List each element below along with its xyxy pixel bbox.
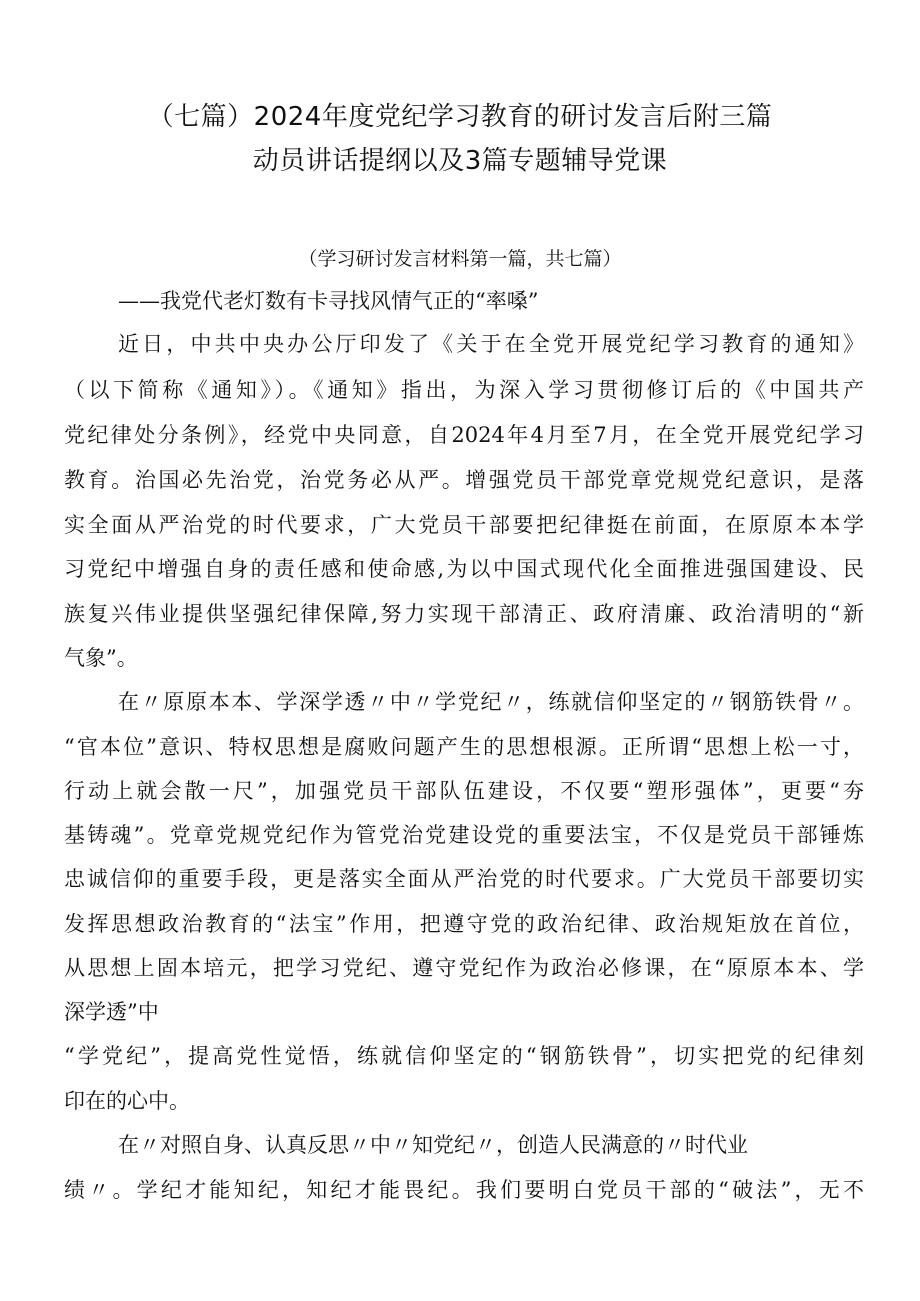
- paragraph-1-line: 习党纪中增强自身的责任感和使命感,为以中国式现代化全面推进强国建设、民: [64, 557, 864, 581]
- paragraph-2-line: 从思想上固本培元，把学习党纪、遵守党纪作为政治必修课，在“原原本本、学: [64, 956, 864, 980]
- section-heading: ——我党代老灯数有卡寻找风情气正的“率嗓”: [118, 289, 539, 313]
- paragraph-1-line: 气象”。: [64, 646, 138, 670]
- paragraph-1-line: 教育。治国必先治党，治党务必从严。增强党员干部党章党规党纪意识，是落: [64, 468, 864, 492]
- paragraph-3-line: 在〃对照自身、认真反思〃中〃知党纪〃，创造人民满意的〃时代业: [118, 1133, 748, 1157]
- paragraph-2-line: 在〃原原本本、学深学透〃中〃学党纪〃，练就信仰坚定的〃钢筋铁骨〃。: [118, 690, 864, 714]
- paragraph-2-line: “官本位”意识、特权思想是腐败问题产生的思想根源。正所谓“思想上松一寸，: [64, 735, 864, 759]
- paragraph-2-line: 印在的心中。: [64, 1089, 190, 1113]
- paragraph-1-line: 近日，中共中央办公厅印发了《关于在全党开展党纪学习教育的通知》: [118, 332, 864, 356]
- paragraph-1-line: 实全面从严治党的时代要求，广大党员干部要把纪律挺在前面，在原原本本学: [64, 513, 864, 537]
- document-title-line-2: 动员讲话提纲以及3篇专题辅导党课: [252, 146, 668, 176]
- paragraph-2-line: “学党纪”，提高党性觉悟，练就信仰坚定的“钢筋铁骨”，切实把党的纪律刻: [64, 1044, 864, 1068]
- paragraph-2-line: 发挥思想政治教育的“法宝”作用，把遵守党的政治纪律、政治规矩放在首位，: [64, 912, 864, 936]
- paragraph-1-line: 族复兴伟业提供坚强纪律保障,努力实现干部清正、政府清廉、政治清明的“新: [64, 602, 864, 626]
- paragraph-2-line: 行动上就会散一尺”，加强党员干部队伍建设，不仅要“塑形强体”，更要“夯: [64, 779, 864, 803]
- paragraph-2-line: 忠诚信仰的重要手段，更是落实全面从严治党的时代要求。广大党员干部要切实: [64, 867, 864, 891]
- document-subtitle: （学习研讨发言材料第一篇，共七篇）: [298, 248, 622, 270]
- document-title-line-1: （七篇）2024年度党纪学习教育的研讨发言后附三篇: [147, 102, 773, 132]
- paragraph-2-line: 基铸魂”。党章党规党纪作为管党治党建设党的重要法宝，不仅是党员干部锤炼: [64, 823, 864, 847]
- paragraph-2-line: 深学透”中: [64, 1000, 159, 1024]
- paragraph-1-line: （以下简称《通知》）。《通知》指出，为深入学习贯彻修订后的《中国共产: [64, 378, 864, 402]
- paragraph-3-line: 绩〃。学纪才能知纪，知纪才能畏纪。我们要明白党员干部的“破法”，无不: [64, 1178, 864, 1202]
- paragraph-1-line: 党纪律处分条例》，经党中央同意，自2024年4月至7月，在全党开展党纪学习: [64, 423, 864, 447]
